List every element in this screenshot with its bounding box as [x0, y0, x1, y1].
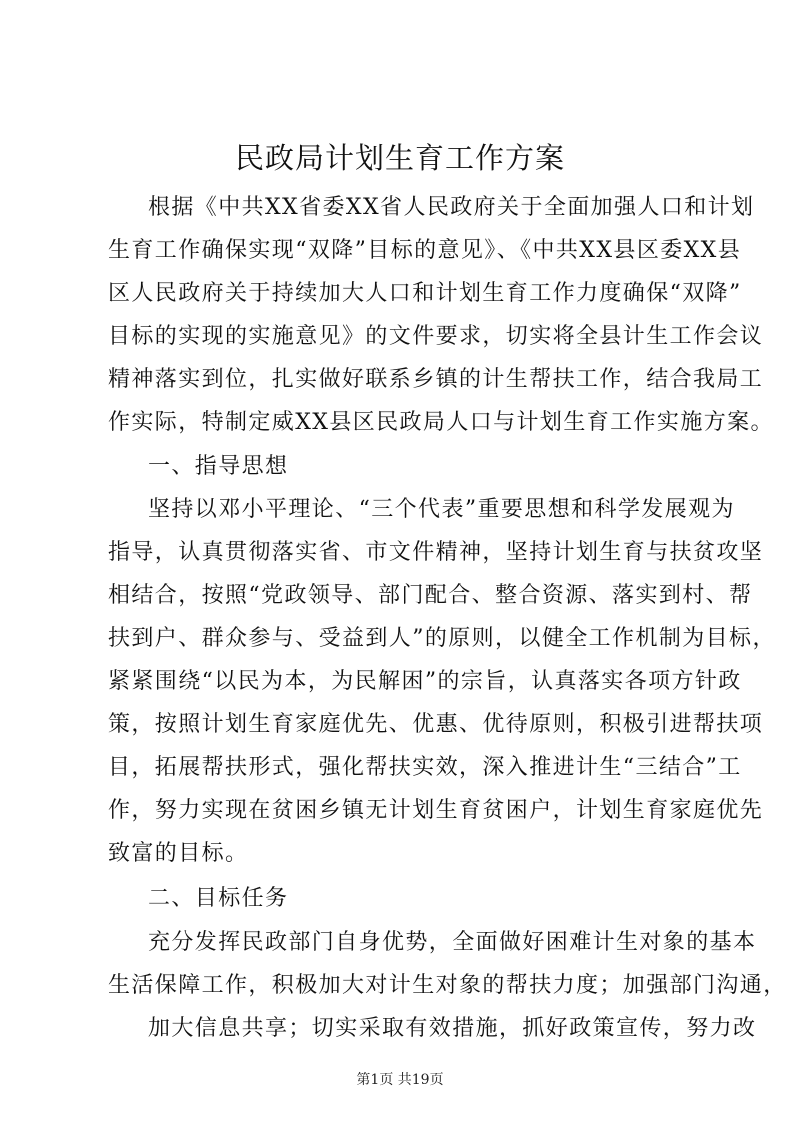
section1-line-4: 扶到户、群众参与、受益到人”的原则，以健全工作机制为目标， — [108, 626, 776, 651]
page-footer: 第1页 共19页 — [356, 1072, 444, 1088]
section1-line-6: 策，按照计划生育家庭优先、优惠、优待原则，积极引进帮扶项 — [108, 712, 764, 737]
section-heading-goals-tasks: 二、目标任务 — [148, 886, 289, 911]
section1-line-8: 作，努力实现在贫困乡镇无计划生育贫困户，计划生育家庭优先 — [108, 798, 764, 823]
section1-line-5: 紧紧围绕“以民为本，为民解困”的宗旨，认真落实各项方针政 — [108, 669, 742, 694]
section1-line-1: 坚持以邓小平理论、“三个代表”重要思想和科学发展观为 — [148, 497, 735, 522]
section2-line-1: 充分发挥民政部门自身优势，全面做好困难计生对象的基本 — [148, 930, 757, 955]
intro-line-3: 区人民政府关于持续加大人口和计划生育工作力度确保“双降” — [108, 281, 742, 306]
intro-line-6: 作实际，特制定威XX县区民政局人口与计划生育工作实施方案。 — [108, 410, 774, 435]
intro-line-5: 精神落实到位，扎实做好联系乡镇的计生帮扶工作，结合我局工 — [108, 367, 764, 392]
section1-line-9: 致富的目标。 — [108, 841, 249, 866]
section2-line-3: 加大信息共享；切实采取有效措施，抓好政策宣传，努力改 — [148, 1016, 757, 1041]
intro-line-4: 目标的实现的实施意见》的文件要求，切实将全县计生工作会议 — [108, 324, 764, 349]
section2-line-2: 生活保障工作，积极加大对计生对象的帮扶力度；加强部门沟通， — [108, 973, 787, 998]
section1-line-3: 相结合，按照“党政领导、部门配合、整合资源、落实到村、帮 — [108, 583, 753, 608]
section-heading-guiding-thought: 一、指导思想 — [148, 454, 289, 479]
document-title: 民政局计划生育工作方案 — [234, 141, 565, 175]
intro-line-2: 生育工作确保实现“双降”目标的意见》、《中共XX县区委XX县 — [108, 238, 742, 263]
intro-line-1: 根据《中共XX省委XX省人民政府关于全面加强人口和计划 — [148, 195, 755, 220]
section1-line-7: 目，拓展帮扶形式，强化帮扶实效，深入推进计生“三结合”工 — [108, 755, 742, 780]
section1-line-2: 指导，认真贯彻落实省、市文件精神，坚持计划生育与扶贫攻坚 — [108, 540, 764, 565]
